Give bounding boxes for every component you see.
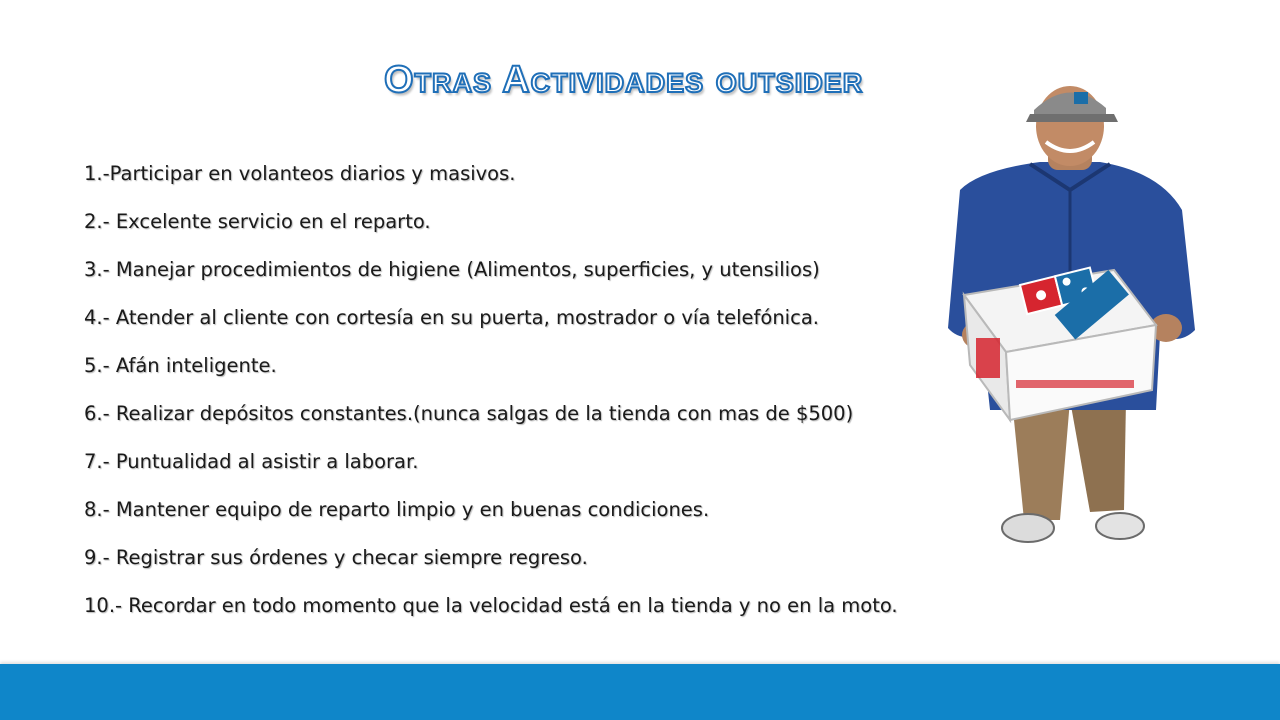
list-item: 7.- Puntualidad al asistir a laborar. bbox=[84, 450, 419, 473]
list-item: 2.- Excelente servicio en el reparto. bbox=[84, 210, 431, 233]
delivery-person-photo bbox=[920, 80, 1220, 560]
list-item: 6.- Realizar depósitos constantes.(nunca salgas de la tienda con mas de $500) bbox=[84, 402, 854, 425]
slide-title: Otras Actividades outsider bbox=[384, 59, 864, 101]
list-item: 5.- Afán inteligente. bbox=[84, 354, 277, 377]
list-item: 8.- Mantener equipo de reparto limpio y en buenas condiciones. bbox=[84, 498, 710, 521]
list-item: 10.- Recordar en todo momento que la velocidad está en la tienda y no en la moto. bbox=[84, 594, 898, 617]
activities-list bbox=[84, 150, 1004, 630]
list-item: 4.- Atender al cliente con cortesía en su puerta, mostrador o vía telefónica. bbox=[84, 306, 819, 329]
list-item: 1.-Participar en volanteos diarios y masivos. bbox=[84, 162, 516, 185]
list-item: 3.- Manejar procedimientos de higiene (Alimentos, superficies, y utensilios) bbox=[84, 258, 820, 281]
list-item: 9.- Registrar sus órdenes y checar siempre regreso. bbox=[84, 546, 588, 569]
footer-bar bbox=[0, 664, 1280, 720]
